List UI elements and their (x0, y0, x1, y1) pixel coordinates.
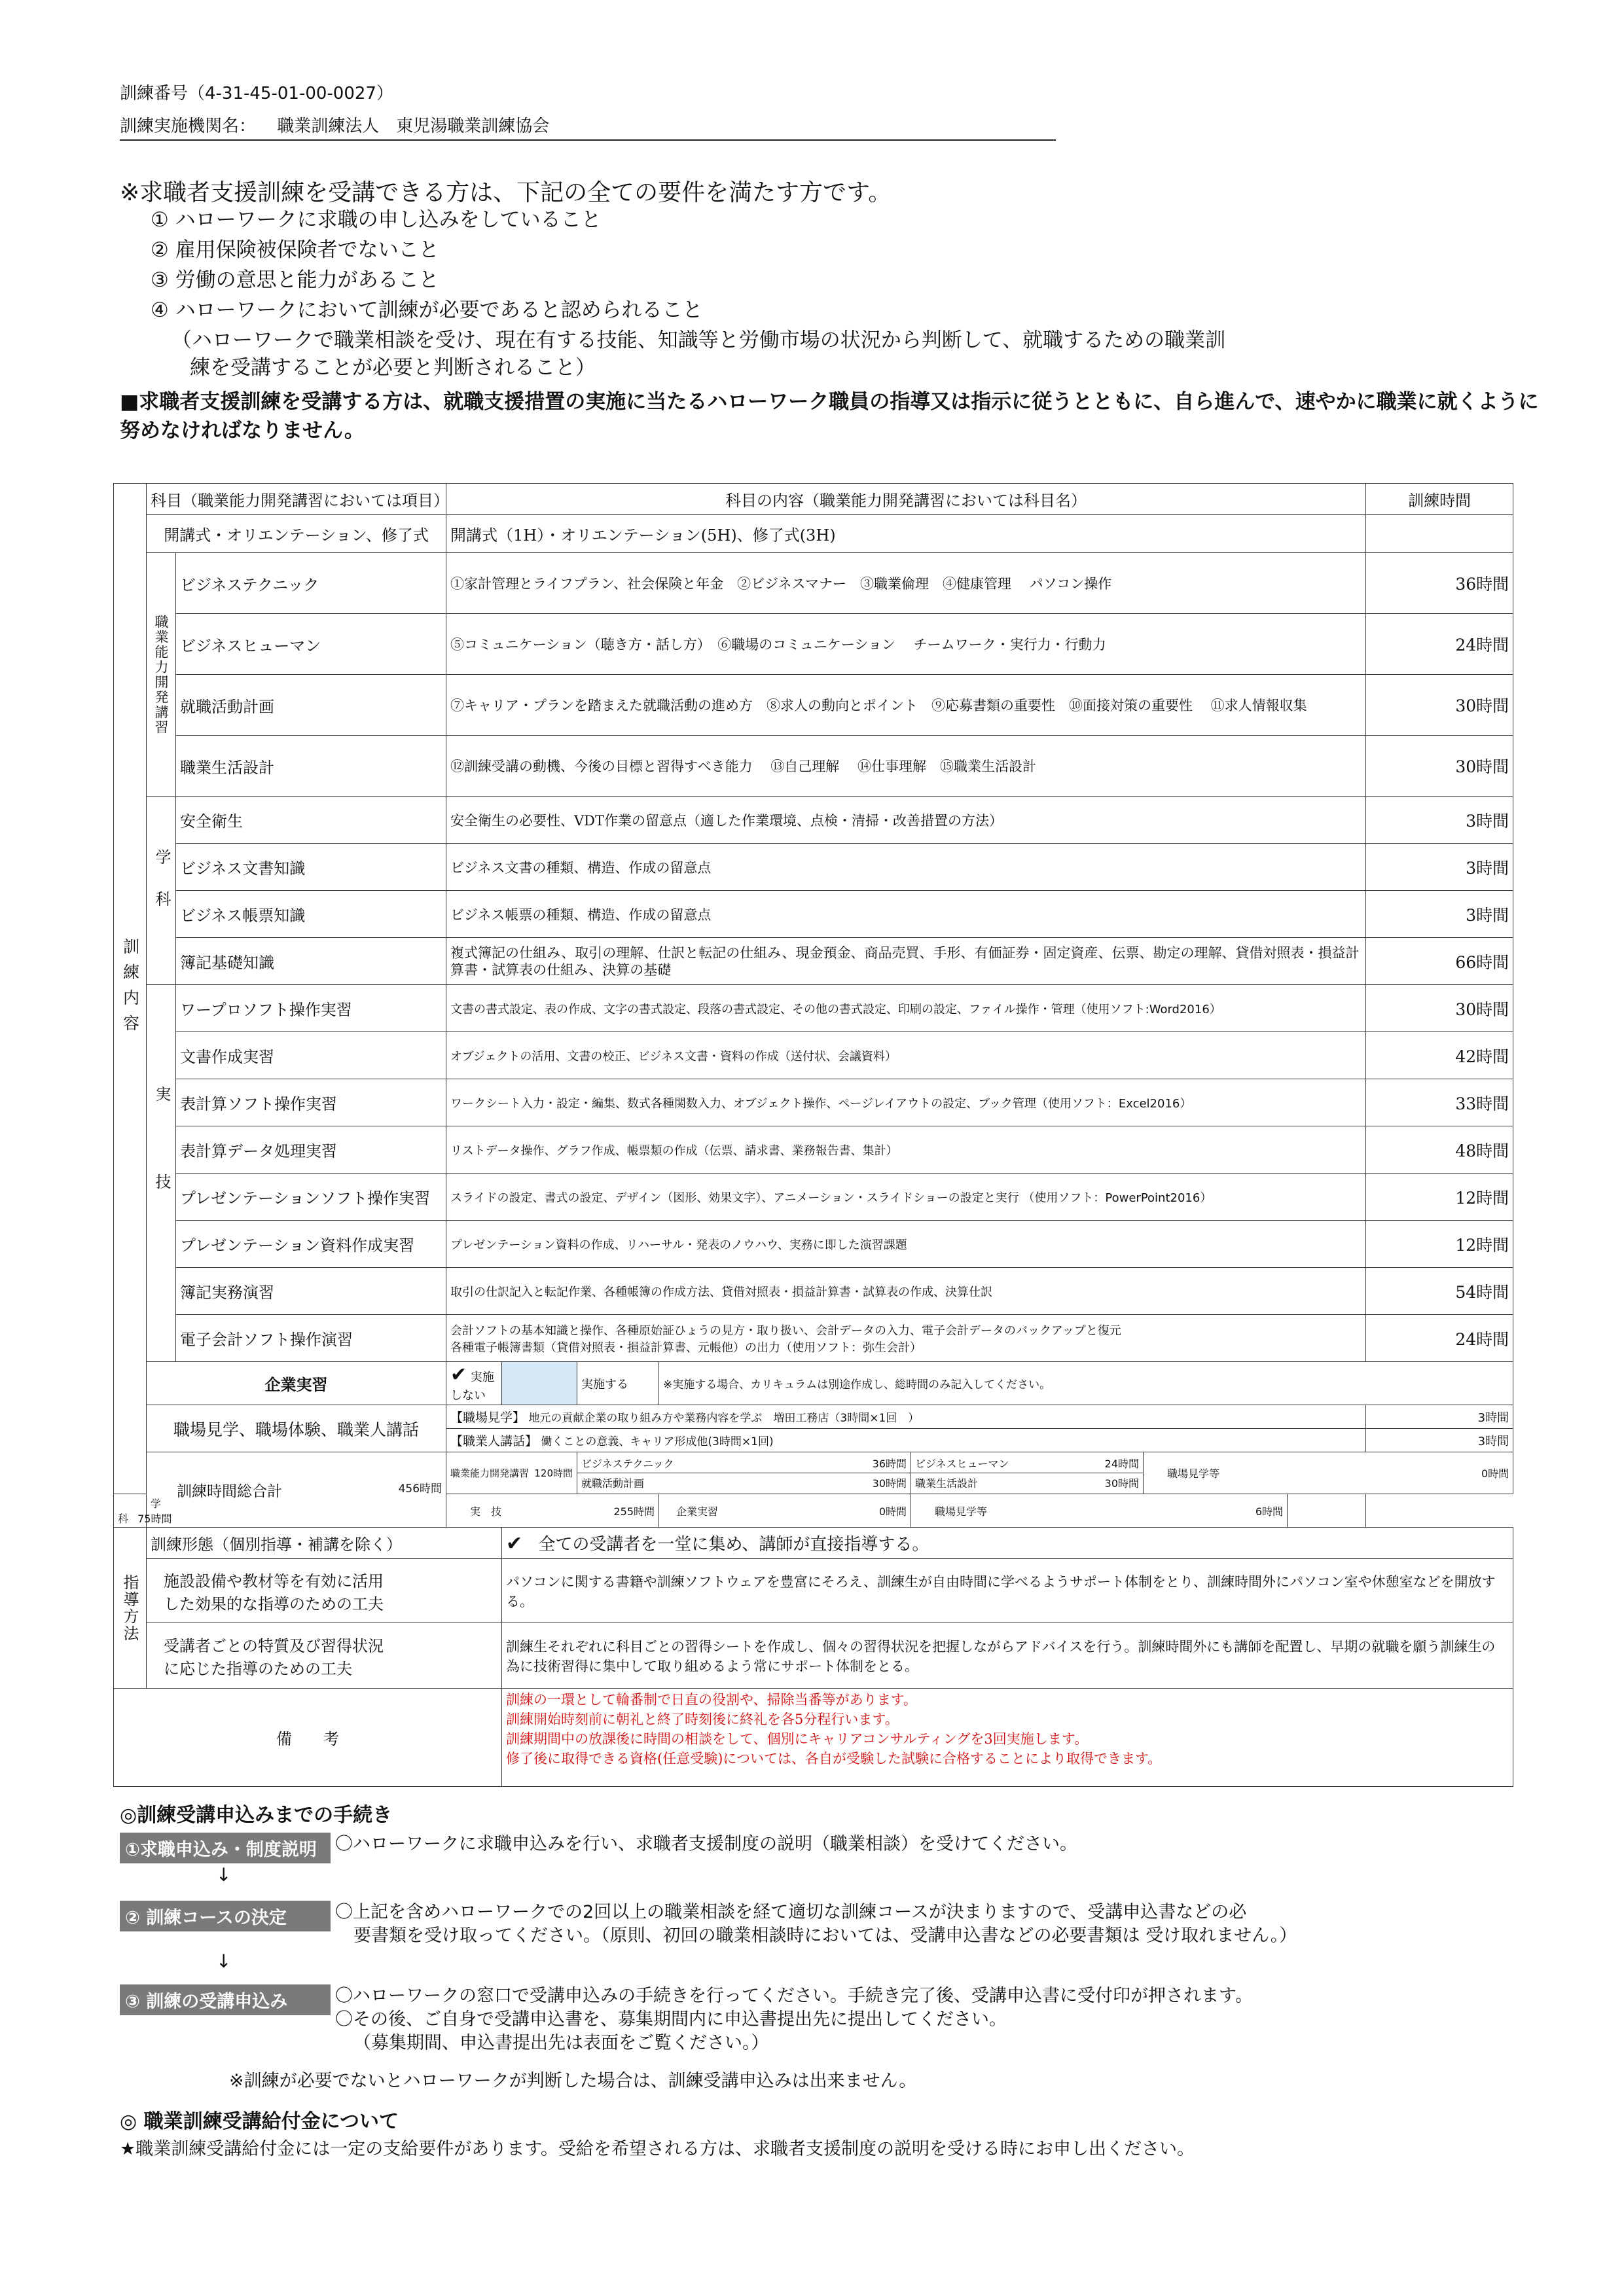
prac-subject-5: プレゼンテーションソフト操作実習 (176, 1174, 446, 1221)
remarks-line-1: 訓練の一環として輪番制で日直の役割や、掃除当番等があります。 (506, 1692, 917, 1708)
visit-row2-hours: 3時間 (1366, 1429, 1513, 1452)
acad-content-2: ビジネス文書の種類、構造、作成の留意点 (446, 844, 1366, 891)
prac-subject-3: 表計算ソフト操作実習 (176, 1079, 446, 1126)
head-subject: 科目（職業能力開発講習においては項目） (147, 484, 446, 515)
total-intern-label: 企業実習 (676, 1505, 719, 1518)
acad-content-1: 安全衛生の必要性、VDT作業の留意点（適した作業環境、点検・清掃・改善措置の方法） (446, 797, 1366, 844)
method-individual-label-1: 受講者ごとの特質及び習得状況 (164, 1636, 384, 1655)
acad-hours-2: 3時間 (1366, 844, 1513, 891)
total-acad-label: 学 科 (118, 1498, 172, 1525)
method-individual-text: 訓練生それぞれに科目ごとの習得シートを作成し、個々の習得状況を把握しながらアドバイスを行う。訓練時間外にも講師を配置し、早期の就職を願う訓練生の為に技術習得に集中して取り組めるよう常にサポート体制をとる。 (502, 1623, 1513, 1689)
benefit-text: ★職業訓練受講給付金には一定の支給要件があります。受給を希望される方は、求職者支援制度の説明を受ける時にお申し出ください。 (120, 2139, 1195, 2159)
step3-text-1: 〇ハローワークの窓口で受講申込みの手続きを行ってください。手続き完了後、受講申込書に受付印が押されます。 (335, 1986, 1253, 2006)
method-individual-label-2: に応じた指導のための工夫 (164, 1659, 352, 1678)
prac-subject-2: 文書作成実習 (176, 1032, 446, 1079)
method-facility-label-1: 施設設備や教材等を有効に活用 (164, 1571, 384, 1590)
prac-content-8 (446, 1315, 1366, 1362)
arrow-down-icon: ↓ (216, 1864, 232, 1886)
training-number: 訓練番号（4-31-45-01-00-0027） (120, 84, 393, 103)
prac-hours-6: 12時間 (1366, 1221, 1513, 1268)
prac-content-1: 文書の書式設定、表の作成、文字の書式設定、段落の書式設定、その他の書式設定、印刷の設定、ファイル操作・管理（使用ソフト:Word2016） (446, 985, 1366, 1032)
remarks-text (502, 1689, 1513, 1787)
voc-content-4: ⑫訓練受講の動機、今後の目標と習得すべき能力 ⑬自己理解 ⑭仕事理解 ⑮職業生活設計 (446, 736, 1366, 797)
voc-hours-3: 30時間 (1366, 675, 1513, 736)
prac-content-7: 取引の仕訳記入と転記作業、各種帳簿の作成方法、貸借対照表・損益計算書・試算表の作成、決算仕訳 (446, 1268, 1366, 1315)
total-life-label: 職業生活設計 (915, 1477, 979, 1490)
internship-not-implemented (446, 1362, 502, 1405)
internship-not-implemented-label: 実施しない (450, 1371, 494, 1403)
total-visit2-label: 職場見学等 (935, 1505, 988, 1518)
voc-content-3: ⑦キャリア・プランを踏まえた就職活動の進め方 ⑧求人の動向とポイント ⑨応募書類の重要性 ⑩面接対策の重要性 ⑪求人情報収集 (446, 675, 1366, 736)
remarks-line-4: 修了後に取得できる資格(任意受験)については、各自が受験した試験に合格することにより取得できます。 (506, 1751, 1162, 1767)
remarks-label: 備 考 (114, 1689, 502, 1787)
method-form-label: 訓練形態（個別指導・補講を除く） (147, 1528, 502, 1559)
total-prac (446, 1494, 659, 1528)
acad-subject-4: 簿記基礎知識 (176, 938, 446, 985)
arrow-down-icon-2: ↓ (216, 1950, 232, 1972)
total-bt-hours: 36時間 (872, 1458, 907, 1470)
voc-subject-2: ビジネスヒューマン (176, 614, 446, 675)
procedure-title: ◎訓練受講申込みまでの手続き (120, 1804, 393, 1827)
internship-implemented-label: 実施する (577, 1362, 659, 1405)
method-facility-text: パソコンに関する書籍や訓練ソフトウェアを豊富にそろえ、訓練生が自由時間に学べるようサポート体制をとり、訓練時間外にパソコン室や休憩室などを開放する。 (502, 1559, 1513, 1623)
total-visit1-hours: 0時間 (1481, 1467, 1509, 1480)
prac-content-3: ワークシート入力・設定・編集、数式各種関数入力、オブジェクト操作、ページレイアウトの設定、ブック管理（使用ソフト：Excel2016） (446, 1079, 1366, 1126)
procedure-note: ※訓練が必要でないとハローワークが判断した場合は、訓練受講申込みは出来ません。 (229, 2071, 917, 2091)
prac-hours-8: 24時間 (1366, 1315, 1513, 1362)
method-form-check: ✔ (506, 1532, 523, 1555)
remarks-line-3: 訓練期間中の放課後に時間の相談をして、個別にキャリアコンサルティングを3回実施します。 (506, 1731, 1089, 1747)
acad-hours-1: 3時間 (1366, 797, 1513, 844)
prac-content-8-line1: 会計ソフトの基本知識と操作、各種原始証ひょうの見方・取り扱い、会計データの入力、電子会計データのバックアップと復元 (450, 1323, 1121, 1338)
requirement-3: ③ 労働の意思と能力があること (151, 268, 439, 292)
method-individual-label (147, 1623, 502, 1689)
internship-implemented-box (502, 1362, 577, 1405)
head-hours: 訓練時間 (1366, 484, 1513, 515)
visit-row2-tag: 【職業人講話】 (450, 1434, 538, 1448)
total-prac-label: 実 技 (470, 1505, 502, 1518)
total-bt-job (577, 1452, 911, 1494)
institution-label: 訓練実施機関名： (120, 117, 257, 136)
acad-subject-3: ビジネス帳票知識 (176, 891, 446, 938)
requirement-2: ② 雇用保険被保険者でないこと (151, 238, 439, 262)
voc-hours-2: 24時間 (1366, 614, 1513, 675)
visit-row1 (446, 1405, 1366, 1429)
opening-subject: 開講式・オリエンテーション、修了式 (147, 515, 446, 553)
method-facility-label (147, 1559, 502, 1623)
jobseeker-notice: ■求職者支援訓練を受講する方は、就職支援措置の実施に当たるハローワーク職員の指導又は指示に従うとともに、自ら進んで、速やかに職業に就くように努めなければなりません。 (120, 390, 1539, 442)
requirement-note-line2: 練を受講することが必要と判断されること） (190, 356, 596, 380)
visit-row2 (446, 1429, 1366, 1452)
side-kunren: 訓練内容 (120, 937, 140, 1040)
total-bh-hours: 24時間 (1104, 1458, 1140, 1470)
total-visit1-label: 職場見学等 (1167, 1467, 1220, 1480)
voc-content-1: ①家計管理とライフプラン、社会保険と年金 ②ビジネスマナー ③職業倫理 ④健康管理 パソコン操作 (446, 553, 1366, 614)
total-cell (147, 1452, 446, 1528)
side-shokugyo: 職業能力開発講習 (153, 614, 169, 735)
prac-content-6: プレゼンテーション資料の作成、リハーサル・発表のノウハウ、実務に即した演習課題 (446, 1221, 1366, 1268)
institution-line (120, 113, 1056, 141)
side-gakka: 学科 (153, 848, 171, 933)
step2-text-2: 要書類を受け取ってください。（原則、初回の職業相談時においては、受講申込書などの必要書類は 受け取れません。） (353, 1926, 1297, 1946)
total-voc-hours: 120時間 (534, 1467, 573, 1479)
voc-hours-1: 36時間 (1366, 553, 1513, 614)
opening-content: 開講式（1H）・オリエンテーション(5H)、修了式(3H) (446, 515, 1366, 553)
curriculum-table (113, 483, 1513, 1787)
total-voc (446, 1452, 577, 1494)
total-spacer-2 (1288, 1494, 1366, 1528)
step3-label: ③ 訓練の受講申込み (120, 1984, 331, 2015)
prac-subject-6: プレゼンテーション資料作成実習 (176, 1221, 446, 1268)
requirement-4: ④ ハローワークにおいて訓練が必要であると認められること (151, 298, 703, 322)
total-bh-label: ビジネスヒューマン (915, 1458, 1009, 1470)
side-jitsugi: 実技 (153, 1085, 171, 1261)
step1-label: ①求職申込み・制度説明 (120, 1833, 331, 1863)
acad-content-3: ビジネス帳票の種類、構造、作成の留意点 (446, 891, 1366, 938)
voc-subject-1: ビジネステクニック (176, 553, 446, 614)
voc-subject-3: 就職活動計画 (176, 675, 446, 736)
prac-hours-2: 42時間 (1366, 1032, 1513, 1079)
prac-hours-5: 12時間 (1366, 1174, 1513, 1221)
total-bh-life (911, 1452, 1144, 1494)
visit-row1-tag: 【職場見学】 (450, 1410, 526, 1425)
total-visit2-hours: 6時間 (1255, 1505, 1284, 1518)
head-content: 科目の内容（職業能力開発講習においては科目名） (446, 484, 1366, 515)
total-label: 訓練時間総合計 (177, 1482, 282, 1500)
prac-content-5: スライドの設定、書式の設定、デザイン（図形、効果文字）、アニメーション・スライドショーの設定と実行 （使用ソフト：PowerPoint2016） (446, 1174, 1366, 1221)
visit-label: 職場見学、職場体験、職業人講話 (147, 1405, 446, 1452)
side-method: 指導方法 (120, 1573, 139, 1642)
total-acad (114, 1494, 176, 1528)
visit-row2-text: 働くことの意義、キャリア形成他(3時間×1回) (541, 1435, 774, 1448)
opening-hours (1366, 515, 1513, 553)
voc-hours-4: 30時間 (1366, 736, 1513, 797)
step1-text: 〇ハローワークに求職申込みを行い、求職者支援制度の説明（職業相談）を受けてください。 (335, 1834, 1077, 1854)
acad-hours-4: 66時間 (1366, 938, 1513, 985)
method-form (502, 1528, 1513, 1559)
total-visit2 (911, 1494, 1288, 1528)
step3-text-3: （募集期間、申込書提出先は表面をご覧ください。） (353, 2033, 769, 2053)
acad-content-4: 複式簿記の仕組み、取引の理解、仕訳と転記の仕組み、現金預金、商品売買、手形、有価証券・固定資産、伝票、勘定の理解、貸借対照表・損益計算書・試算表の仕組み、決算の基礎 (446, 938, 1366, 985)
visit-row1-text: 地元の貢献企業の取り組み方や業務内容を学ぶ 増田工務店（3時間×1回 ） (528, 1412, 920, 1425)
requirements-title: ※求職者支援訓練を受講できる方は、下記の全ての要件を満たす方です。 (120, 179, 892, 206)
prac-hours-4: 48時間 (1366, 1126, 1513, 1174)
prac-content-4: リストデータ操作、グラフ作成、帳票類の作成（伝票、請求書、業務報告書、集計） (446, 1126, 1366, 1174)
remarks-line-2: 訓練開始時刻前に朝礼と終了時刻後に終礼を各5分程行います。 (506, 1712, 899, 1727)
total-job-hours: 30時間 (872, 1477, 907, 1490)
total-life-hours: 30時間 (1104, 1477, 1140, 1490)
prac-subject-4: 表計算データ処理実習 (176, 1126, 446, 1174)
prac-hours-3: 33時間 (1366, 1079, 1513, 1126)
prac-hours-7: 54時間 (1366, 1268, 1513, 1315)
visit-row1-hours: 3時間 (1366, 1405, 1513, 1429)
total-visit1 (1144, 1452, 1513, 1494)
prac-hours-1: 30時間 (1366, 985, 1513, 1032)
requirement-note-line1: （ハローワークで職業相談を受け、現在有する技能、知識等と労働市場の状況から判断して、就職するための職業訓 (171, 329, 1226, 352)
voc-subject-4: 職業生活設計 (176, 736, 446, 797)
internship-check: ✔ (450, 1363, 467, 1386)
prac-subject-7: 簿記実務演習 (176, 1268, 446, 1315)
step3-text-2: 〇その後、ご自身で受講申込書を、募集期間内に申込書提出先に提出してください。 (335, 2009, 1007, 2030)
method-facility-label-2: した効果的な指導のための工夫 (164, 1594, 384, 1613)
internship-note: ※実施する場合、カリキュラムは別途作成し、総時間のみ記入してください。 (659, 1362, 1513, 1405)
step2-label: ② 訓練コースの決定 (120, 1901, 331, 1931)
requirement-1: ① ハローワークに求職の申し込みをしていること (151, 208, 602, 232)
total-job-label: 就職活動計画 (581, 1477, 645, 1490)
institution-name: 職業訓練法人 東児湯職業訓練協会 (277, 117, 550, 136)
total-voc-label: 職業能力開発講習 (450, 1467, 530, 1479)
total-acad-hours: 75時間 (137, 1513, 172, 1525)
prac-content-2: オブジェクトの活用、文書の校正、ビジネス文書・資料の作成（送付状、会議資料） (446, 1032, 1366, 1079)
acad-subject-1: 安全衛生 (176, 797, 446, 844)
prac-subject-1: ワープロソフト操作実習 (176, 985, 446, 1032)
total-intern (659, 1494, 911, 1528)
voc-content-2: ⑤コミュニケーション（聴き方・話し方） ⑥職場のコミュニケーション チームワーク・実行力・行動力 (446, 614, 1366, 675)
acad-subject-2: ビジネス文書知識 (176, 844, 446, 891)
prac-subject-8: 電子会計ソフト操作演習 (176, 1315, 446, 1362)
method-form-text: 全ての受講者を一堂に集め、講師が直接指導する。 (538, 1535, 929, 1554)
step2-text-1: 〇上記を含めハローワークでの2回以上の職業相談を経て適切な訓練コースが決まりますので、受講申込書などの必 (335, 1902, 1247, 1922)
prac-content-8-line2: 各種電子帳簿書類（貸借対照表・損益計算書、元帳他）の出力（使用ソフト：弥生会計） (450, 1340, 922, 1355)
benefit-title: ◎ 職業訓練受講給付金について (120, 2110, 399, 2133)
total-intern-hours: 0時間 (878, 1505, 907, 1518)
total-hours: 456時間 (398, 1482, 442, 1496)
total-bt-label: ビジネステクニック (581, 1458, 674, 1470)
internship-label: 企業実習 (147, 1362, 446, 1405)
acad-hours-3: 3時間 (1366, 891, 1513, 938)
total-prac-hours: 255時間 (613, 1505, 655, 1518)
